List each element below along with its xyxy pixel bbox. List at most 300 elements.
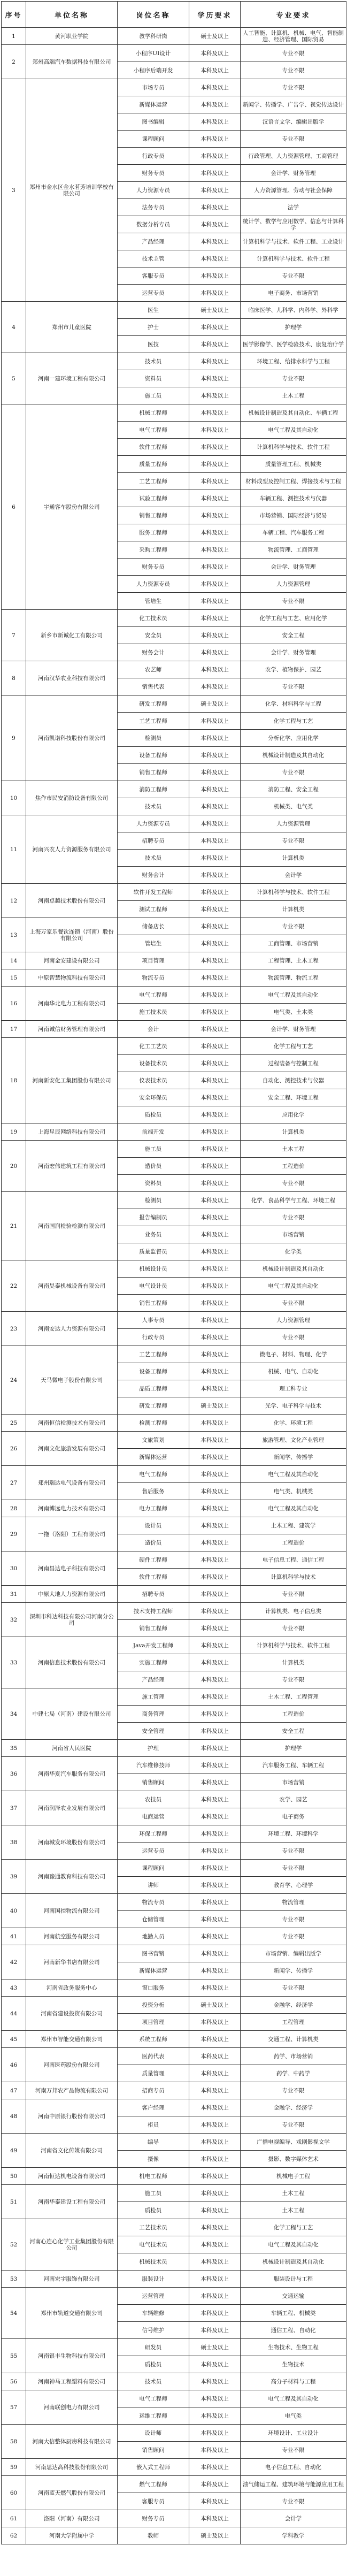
row-position: 技术员 <box>118 353 189 370</box>
row-major: 教育学、心理学 <box>241 1877 346 1894</box>
row-seq: 50 <box>2 2168 26 2185</box>
row-education: 本科及以上 <box>189 1432 241 1449</box>
row-education: 本科及以上 <box>189 1723 241 1740</box>
row-major: 土木工程 <box>241 2202 346 2219</box>
row-major: 工程管理、土木工程 <box>241 952 346 969</box>
row-org: 河南城发环境股份有限公司 <box>26 1825 118 1860</box>
row-seq: 37 <box>2 1791 26 1825</box>
row-education: 本科及以上 <box>189 62 241 79</box>
row-position: 研发工程师 <box>118 1397 189 1415</box>
row-seq: 49 <box>2 2134 26 2168</box>
row-major: 机械设计制造及其自动化 <box>241 747 346 764</box>
row-position: 招聘专员 <box>118 832 189 850</box>
row-position: 管培生 <box>118 593 189 610</box>
row-education: 本科及以上 <box>189 1278 241 1295</box>
row-education: 本科及以上 <box>189 216 241 233</box>
row-major: 专业不限 <box>241 678 346 695</box>
row-major: 农学、园艺 <box>241 1791 346 1808</box>
row-position: 销售顾问 <box>118 1774 189 1791</box>
row-org: 河南国润检验检测有限公司 <box>26 1192 118 1260</box>
row-position: 技术支持工程师 <box>118 1603 189 1620</box>
row-education: 本科及以上 <box>189 1295 241 1312</box>
row-education: 本科及以上 <box>189 918 241 935</box>
row-position: 实施工程师 <box>118 1654 189 1671</box>
row-org: 中原智慧物流科技有限公司 <box>26 969 118 987</box>
row-education: 本科及以上 <box>189 2219 241 2236</box>
row-major: 专业不限 <box>241 593 346 610</box>
row-position: 护士 <box>118 319 189 336</box>
row-position: 质检员 <box>118 2202 189 2219</box>
row-education: 本科及以上 <box>189 2373 241 2390</box>
row-org: 河南蓝天燃气股份有限公司 <box>26 2476 118 2510</box>
row-major: 电气类、机械类 <box>241 1483 346 1500</box>
row-education: 本科及以上 <box>189 250 241 267</box>
row-position: 系统工程师 <box>118 2031 189 2048</box>
row-seq: 27 <box>2 1466 26 1500</box>
row-education: 本科及以上 <box>189 1911 241 1928</box>
row-org: 河南省人民医院 <box>26 1740 118 1757</box>
row-position: 电商运营 <box>118 1808 189 1825</box>
table-row <box>2 1637 346 1654</box>
row-position: 资料员 <box>118 1175 189 1192</box>
table-row <box>2 1123 346 1141</box>
row-seq: 10 <box>2 781 26 815</box>
row-org: 河南华夏汽车服务有限公司 <box>26 1757 118 1791</box>
table-row <box>2 1860 346 1877</box>
row-major: 电子信息工程、自动化 <box>241 2459 346 2476</box>
row-major: 高分子材料与工程 <box>241 2373 346 2390</box>
row-position: 地勤人员 <box>118 1928 189 1945</box>
row-position: 设计员 <box>118 1517 189 1534</box>
row-major: 计算机科学与技术、软件工程 <box>241 250 346 267</box>
row-seq: 60 <box>2 2476 26 2510</box>
row-education: 本科及以上 <box>189 593 241 610</box>
row-position: 施工员 <box>118 387 189 404</box>
row-major: 学科教学 <box>241 2527 346 2544</box>
row-major: 化学、材料科学与工程 <box>241 695 346 713</box>
row-education: 本科及以上 <box>189 1466 241 1483</box>
row-major: 油气储运工程、建筑环境与能源应用工程 <box>241 2476 346 2493</box>
row-position: 设备技术员 <box>118 1055 189 1072</box>
row-position: 质量工程师 <box>118 456 189 473</box>
row-seq: 33 <box>2 1637 26 1688</box>
row-major: 专业不限 <box>241 1209 346 1226</box>
table-row <box>2 884 346 901</box>
row-position: 工艺工程师 <box>118 713 189 730</box>
row-education: 本科及以上 <box>189 850 241 867</box>
row-education: 本科及以上 <box>189 370 241 387</box>
row-position: 医生 <box>118 302 189 319</box>
row-org: 河南大信整体厨房科技有限公司 <box>26 2425 118 2459</box>
row-org: 河南思达高科技股份有限公司 <box>26 2459 118 2476</box>
row-education: 本科及以上 <box>189 576 241 593</box>
table-row <box>2 1603 346 1620</box>
row-seq: 31 <box>2 1586 26 1603</box>
row-position: 投资分析 <box>118 1997 189 2014</box>
row-seq: 2 <box>2 45 26 79</box>
row-seq: 11 <box>2 815 26 884</box>
row-position: 安全环保员 <box>118 1089 189 1106</box>
row-position: 质量监督员 <box>118 1243 189 1260</box>
row-major: 市场营销、国际经济与贸易 <box>241 507 346 524</box>
row-position: 销售代表 <box>118 678 189 695</box>
table-row <box>2 2134 346 2151</box>
table-row <box>2 1141 346 1158</box>
row-major: 环境工程、环境科学 <box>241 1825 346 1843</box>
row-position: 课程顾问 <box>118 131 189 148</box>
row-position: 检测员 <box>118 730 189 747</box>
row-education: 本科及以上 <box>189 1671 241 1688</box>
row-position: 工艺技术员 <box>118 2219 189 2236</box>
row-major: 土木工程、建筑学 <box>241 1517 346 1534</box>
row-position: 新媒体运营 <box>118 96 189 113</box>
table-row <box>2 2185 346 2202</box>
table-row <box>2 952 346 969</box>
row-education: 本科及以上 <box>189 2322 241 2339</box>
row-major: 专业不限 <box>241 2116 346 2134</box>
row-org: 深圳市科达科技有限公司河南分公司 <box>26 1603 118 1637</box>
table-row <box>2 2390 346 2407</box>
row-education: 本科及以上 <box>189 199 241 216</box>
row-education: 本科及以上 <box>189 832 241 850</box>
row-position: 财务会计 <box>118 867 189 884</box>
row-education: 本科及以上 <box>189 1825 241 1843</box>
row-org: 河南昊泰机械设备有限公司 <box>26 1260 118 1312</box>
row-major: 专业不限 <box>241 62 346 79</box>
row-org: 郑州市轨道交通有限公司 <box>26 2288 118 2339</box>
row-position: 销售顾问 <box>118 2442 189 2459</box>
row-major: 物流管理 <box>241 1894 346 1911</box>
row-major: 过程装备与控制工程 <box>241 1055 346 1072</box>
row-position: 设备工程师 <box>118 747 189 764</box>
row-major: 统计学、数学与应用数学、信息与计算科学 <box>241 216 346 233</box>
table-row <box>2 2271 346 2288</box>
row-org: 河南润泽农业发展有限公司 <box>26 1791 118 1825</box>
row-seq: 12 <box>2 884 26 918</box>
row-major: 市场营销 <box>241 1226 346 1243</box>
row-major: 计算机科学与技术、软件工程、工业设计 <box>241 233 346 250</box>
row-org: 洛阳（河南）有限公司 <box>26 2510 118 2527</box>
row-position: 运营专员 <box>118 285 189 302</box>
table-row <box>2 1466 346 1483</box>
table-row <box>2 987 346 1004</box>
row-education: 本科及以上 <box>189 233 241 250</box>
row-education: 本科及以上 <box>189 2253 241 2271</box>
header-seq: 序号 <box>2 2 26 28</box>
row-position: 行政专员 <box>118 148 189 165</box>
row-major: 专业不限 <box>241 1860 346 1877</box>
row-org: 河南卓越技术股份有限公司 <box>26 884 118 918</box>
row-position: 销售工程师 <box>118 764 189 781</box>
row-position: 客户经理 <box>118 2099 189 2116</box>
row-position: 工艺工程师 <box>118 473 189 490</box>
row-org: 河南联创电力有限公司 <box>26 2390 118 2425</box>
row-position: 嵌入式工程师 <box>118 2459 189 2476</box>
row-org: 河南新安化工集团股份有限公司 <box>26 1038 118 1123</box>
row-seq: 41 <box>2 1928 26 1945</box>
row-education: 本科及以上 <box>189 678 241 695</box>
row-education: 硕士及以上 <box>189 695 241 713</box>
table-row <box>2 1928 346 1945</box>
row-position: 技术主管 <box>118 250 189 267</box>
row-education: 本科及以上 <box>189 1226 241 1243</box>
row-major: 汽车服务工程、车辆工程 <box>241 1757 346 1774</box>
row-education: 本科及以上 <box>189 2116 241 2134</box>
row-education: 硕士及以上 <box>189 28 241 45</box>
row-org: 河南华北电力工程有限公司 <box>26 987 118 1021</box>
row-seq: 61 <box>2 2510 26 2527</box>
row-major: 法学 <box>241 199 346 216</box>
row-education: 本科及以上 <box>189 2082 241 2099</box>
row-major: 化学、环境工程 <box>241 1415 346 1432</box>
row-education: 本科及以上 <box>189 1979 241 1997</box>
row-major: 专业不限 <box>241 1586 346 1603</box>
row-major: 电气类、土木类 <box>241 1004 346 1021</box>
row-position: 物流专员 <box>118 969 189 987</box>
row-major: 化学、食品科学与工程、环境工程 <box>241 1192 346 1209</box>
table-row <box>2 2219 346 2236</box>
row-position: 品质工程师 <box>118 1380 189 1397</box>
row-education: 本科及以上 <box>189 1363 241 1380</box>
row-education: 本科及以上 <box>189 1808 241 1825</box>
row-position: 小程序UI设计 <box>118 45 189 62</box>
row-major: 市场营销 <box>241 1774 346 1791</box>
row-position: 信号维护 <box>118 2322 189 2339</box>
row-major: 电气工程及其自动化 <box>241 1278 346 1295</box>
row-position: 业务员 <box>118 1226 189 1243</box>
header-position: 岗位名称 <box>118 2 189 28</box>
row-major: 安全工程 <box>241 1723 346 1740</box>
row-major: 通信工程、自动化 <box>241 2322 346 2339</box>
row-org: 河南万邦农产品物流有限公司 <box>26 2082 118 2099</box>
row-major: 人力资源管理 <box>241 576 346 593</box>
table-row <box>2 404 346 422</box>
row-position: 项目管理 <box>118 952 189 969</box>
row-education: 本科及以上 <box>189 1004 241 1021</box>
row-seq: 5 <box>2 353 26 404</box>
row-seq: 45 <box>2 2031 26 2048</box>
row-education: 本科及以上 <box>189 79 241 96</box>
table-row <box>2 1979 346 1997</box>
row-education: 本科及以上 <box>189 2134 241 2151</box>
table-row <box>2 353 346 370</box>
row-position: 仪表技术员 <box>118 1072 189 1089</box>
row-major: 新闻学、传播学 <box>241 1962 346 1979</box>
row-major: 电子商务 <box>241 1808 346 1825</box>
row-major: 计算机科学与技术、软件工程 <box>241 1637 346 1654</box>
row-education: 本科及以上 <box>189 1021 241 1038</box>
table-row <box>2 1260 346 1278</box>
row-org: 河南金安建设有限公司 <box>26 952 118 969</box>
row-major: 计算机科学与技术、软件工程 <box>241 439 346 456</box>
row-education: 本科及以上 <box>189 1962 241 1979</box>
table-row <box>2 2339 346 2356</box>
row-major: 车辆工程、机械类 <box>241 2305 346 2322</box>
row-seq: 43 <box>2 1979 26 1997</box>
row-major: 微电子、材料、物理、化学 <box>241 1346 346 1363</box>
table-row <box>2 1791 346 1808</box>
row-education: 本科及以上 <box>189 901 241 918</box>
row-education: 本科及以上 <box>189 2305 241 2322</box>
row-education: 本科及以上 <box>189 1774 241 1791</box>
row-education: 本科及以上 <box>189 1141 241 1158</box>
row-position: 柜员 <box>118 2116 189 2134</box>
row-major: 交通运输 <box>241 2288 346 2305</box>
row-education: 本科及以上 <box>189 2288 241 2305</box>
row-major: 分析化学、应用化学 <box>241 730 346 747</box>
row-major: 会计学 <box>241 2510 346 2527</box>
row-major: 理工科专业 <box>241 1380 346 1397</box>
row-org: 河南中原银行股份有限公司 <box>26 2099 118 2134</box>
row-seq: 22 <box>2 1260 26 1312</box>
row-major: 医学影像学、医学检验技术、康复治疗学 <box>241 336 346 353</box>
row-major: 会计学 <box>241 867 346 884</box>
row-seq: 51 <box>2 2185 26 2219</box>
row-seq: 14 <box>2 952 26 969</box>
row-education: 硕士及以上 <box>189 1997 241 2014</box>
row-position: 客服专员 <box>118 2493 189 2510</box>
row-major: 安全工程 <box>241 627 346 644</box>
row-education: 本科及以上 <box>189 1072 241 1089</box>
row-education: 本科及以上 <box>189 96 241 113</box>
table-row <box>2 28 346 45</box>
row-education: 本科及以上 <box>189 713 241 730</box>
row-major: 专业不限 <box>241 2493 346 2510</box>
row-education: 本科及以上 <box>189 1055 241 1072</box>
row-education: 本科及以上 <box>189 764 241 781</box>
row-position: 护理 <box>118 1740 189 1757</box>
row-major: 物流管理、物流工程 <box>241 969 346 987</box>
row-education: 本科及以上 <box>189 2031 241 2048</box>
table-row <box>2 918 346 935</box>
row-education: 本科及以上 <box>189 1620 241 1637</box>
row-org: 焦作市民安消防设备有限公司 <box>26 781 118 815</box>
row-position: 质检员 <box>118 2356 189 2373</box>
row-education: 本科及以上 <box>189 2356 241 2373</box>
row-position: 招聘专员 <box>118 1586 189 1603</box>
row-major: 专业不限 <box>241 1671 346 1688</box>
row-org: 上海万家乐餐饮连锁（河南）股份有限公司 <box>26 918 118 952</box>
row-major: 电气工程及其自动化 <box>241 2236 346 2253</box>
row-major: 化学工程与工艺 <box>241 2219 346 2236</box>
row-seq: 42 <box>2 1945 26 1979</box>
row-major: 计算机类 <box>241 1123 346 1141</box>
row-education: 本科及以上 <box>189 1791 241 1808</box>
row-position: 采购工程师 <box>118 541 189 559</box>
table-row <box>2 1192 346 1209</box>
row-education: 本科及以上 <box>189 490 241 507</box>
row-major: 会计学、财务管理 <box>241 165 346 182</box>
row-org: 河南神马工程塑料有限公司 <box>26 2373 118 2390</box>
row-education: 本科及以上 <box>189 2048 241 2065</box>
row-education: 本科及以上 <box>189 1928 241 1945</box>
row-education: 本科及以上 <box>189 987 241 1004</box>
row-position: 财务专员 <box>118 559 189 576</box>
row-major: 计算机科学与技术 <box>241 1569 346 1586</box>
row-major: 物流管理、工商管理 <box>241 541 346 559</box>
row-seq: 44 <box>2 1997 26 2031</box>
row-position: 电气工程师 <box>118 2390 189 2407</box>
table-row <box>2 1432 346 1449</box>
row-major: 新闻学、传播学、广告学、视觉传达设计 <box>241 96 346 113</box>
row-major: 机械设计制造及其自动化、车辆工程 <box>241 404 346 422</box>
row-position: 物流专员 <box>118 1894 189 1911</box>
row-education: 本科及以上 <box>189 2168 241 2185</box>
row-major: 电气工程及其自动化 <box>241 422 346 439</box>
table-row <box>2 1688 346 1706</box>
table-header-row <box>2 2 346 28</box>
row-position: 财务专员 <box>118 165 189 182</box>
row-position: 电气设计员 <box>118 1278 189 1295</box>
row-org: 河南医药股份有限公司 <box>26 2048 118 2082</box>
row-seq: 39 <box>2 1860 26 1894</box>
table-body <box>2 28 346 2544</box>
row-education: 本科及以上 <box>189 1483 241 1500</box>
row-education: 本科及以上 <box>189 1740 241 1757</box>
row-major: 电气工程及其自动化 <box>241 1500 346 1517</box>
row-education: 本科及以上 <box>189 473 241 490</box>
row-education: 本科及以上 <box>189 935 241 952</box>
row-seq: 62 <box>2 2527 26 2544</box>
row-position: 电气工程师 <box>118 1466 189 1483</box>
row-seq: 35 <box>2 1740 26 1757</box>
row-education: 本科及以上 <box>189 1586 241 1603</box>
row-education: 本科及以上 <box>189 353 241 370</box>
row-major: 专业不限 <box>241 1843 346 1860</box>
row-position: 机械技术员 <box>118 2253 189 2271</box>
row-position: 项目管理 <box>118 2014 189 2031</box>
row-education: 本科及以上 <box>189 781 241 798</box>
row-education: 硕士及以上 <box>189 1397 241 1415</box>
row-seq: 28 <box>2 1500 26 1517</box>
row-org: 河南省文化传媒有限公司 <box>26 2134 118 2168</box>
table-row <box>2 1894 346 1911</box>
row-major: 人力资源管理、劳动与社会保障 <box>241 182 346 199</box>
row-major: 质量管理工程、机械类 <box>241 456 346 473</box>
row-position: 销售工程师 <box>118 507 189 524</box>
table-row <box>2 79 346 96</box>
row-major: 计算机科学与技术、软件工程 <box>241 884 346 901</box>
row-org: 河南昌达电子科技有限公司 <box>26 1551 118 1586</box>
row-education: 硕士及以上 <box>189 2527 241 2544</box>
row-major: 机械电子工程 <box>241 2168 346 2185</box>
row-major: 交通工程、计算机类 <box>241 2031 346 2048</box>
row-position: 报告编制员 <box>118 1209 189 1226</box>
row-major: 专业不限 <box>241 1175 346 1192</box>
row-position: 会计 <box>118 1021 189 1038</box>
row-education: 本科及以上 <box>189 867 241 884</box>
table-row <box>2 45 346 62</box>
row-position: 机电工程师 <box>118 2168 189 2185</box>
row-org: 河南新华书店有限公司 <box>26 1945 118 1979</box>
row-major: 机械设计制造及其自动化 <box>241 1260 346 1278</box>
row-education: 本科及以上 <box>189 1877 241 1894</box>
table-row <box>2 815 346 832</box>
row-education: 本科及以上 <box>189 1843 241 1860</box>
row-major: 会计学、财务管理 <box>241 644 346 661</box>
row-major: 电气工程及其自动化 <box>241 2390 346 2407</box>
row-org: 河南航空服务有限公司 <box>26 1928 118 1945</box>
row-major: 会计学、财务管理 <box>241 1021 346 1038</box>
row-education: 本科及以上 <box>189 1551 241 1569</box>
row-seq: 48 <box>2 2099 26 2134</box>
row-major: 化学工程与工艺、应用化学 <box>241 610 346 627</box>
row-org: 河南银丰生物科技有限公司 <box>26 2339 118 2373</box>
row-education: 本科及以上 <box>189 2202 241 2219</box>
row-position: 电气技术员 <box>118 2236 189 2253</box>
row-education: 本科及以上 <box>189 2185 241 2202</box>
row-education: 本科及以上 <box>189 815 241 832</box>
